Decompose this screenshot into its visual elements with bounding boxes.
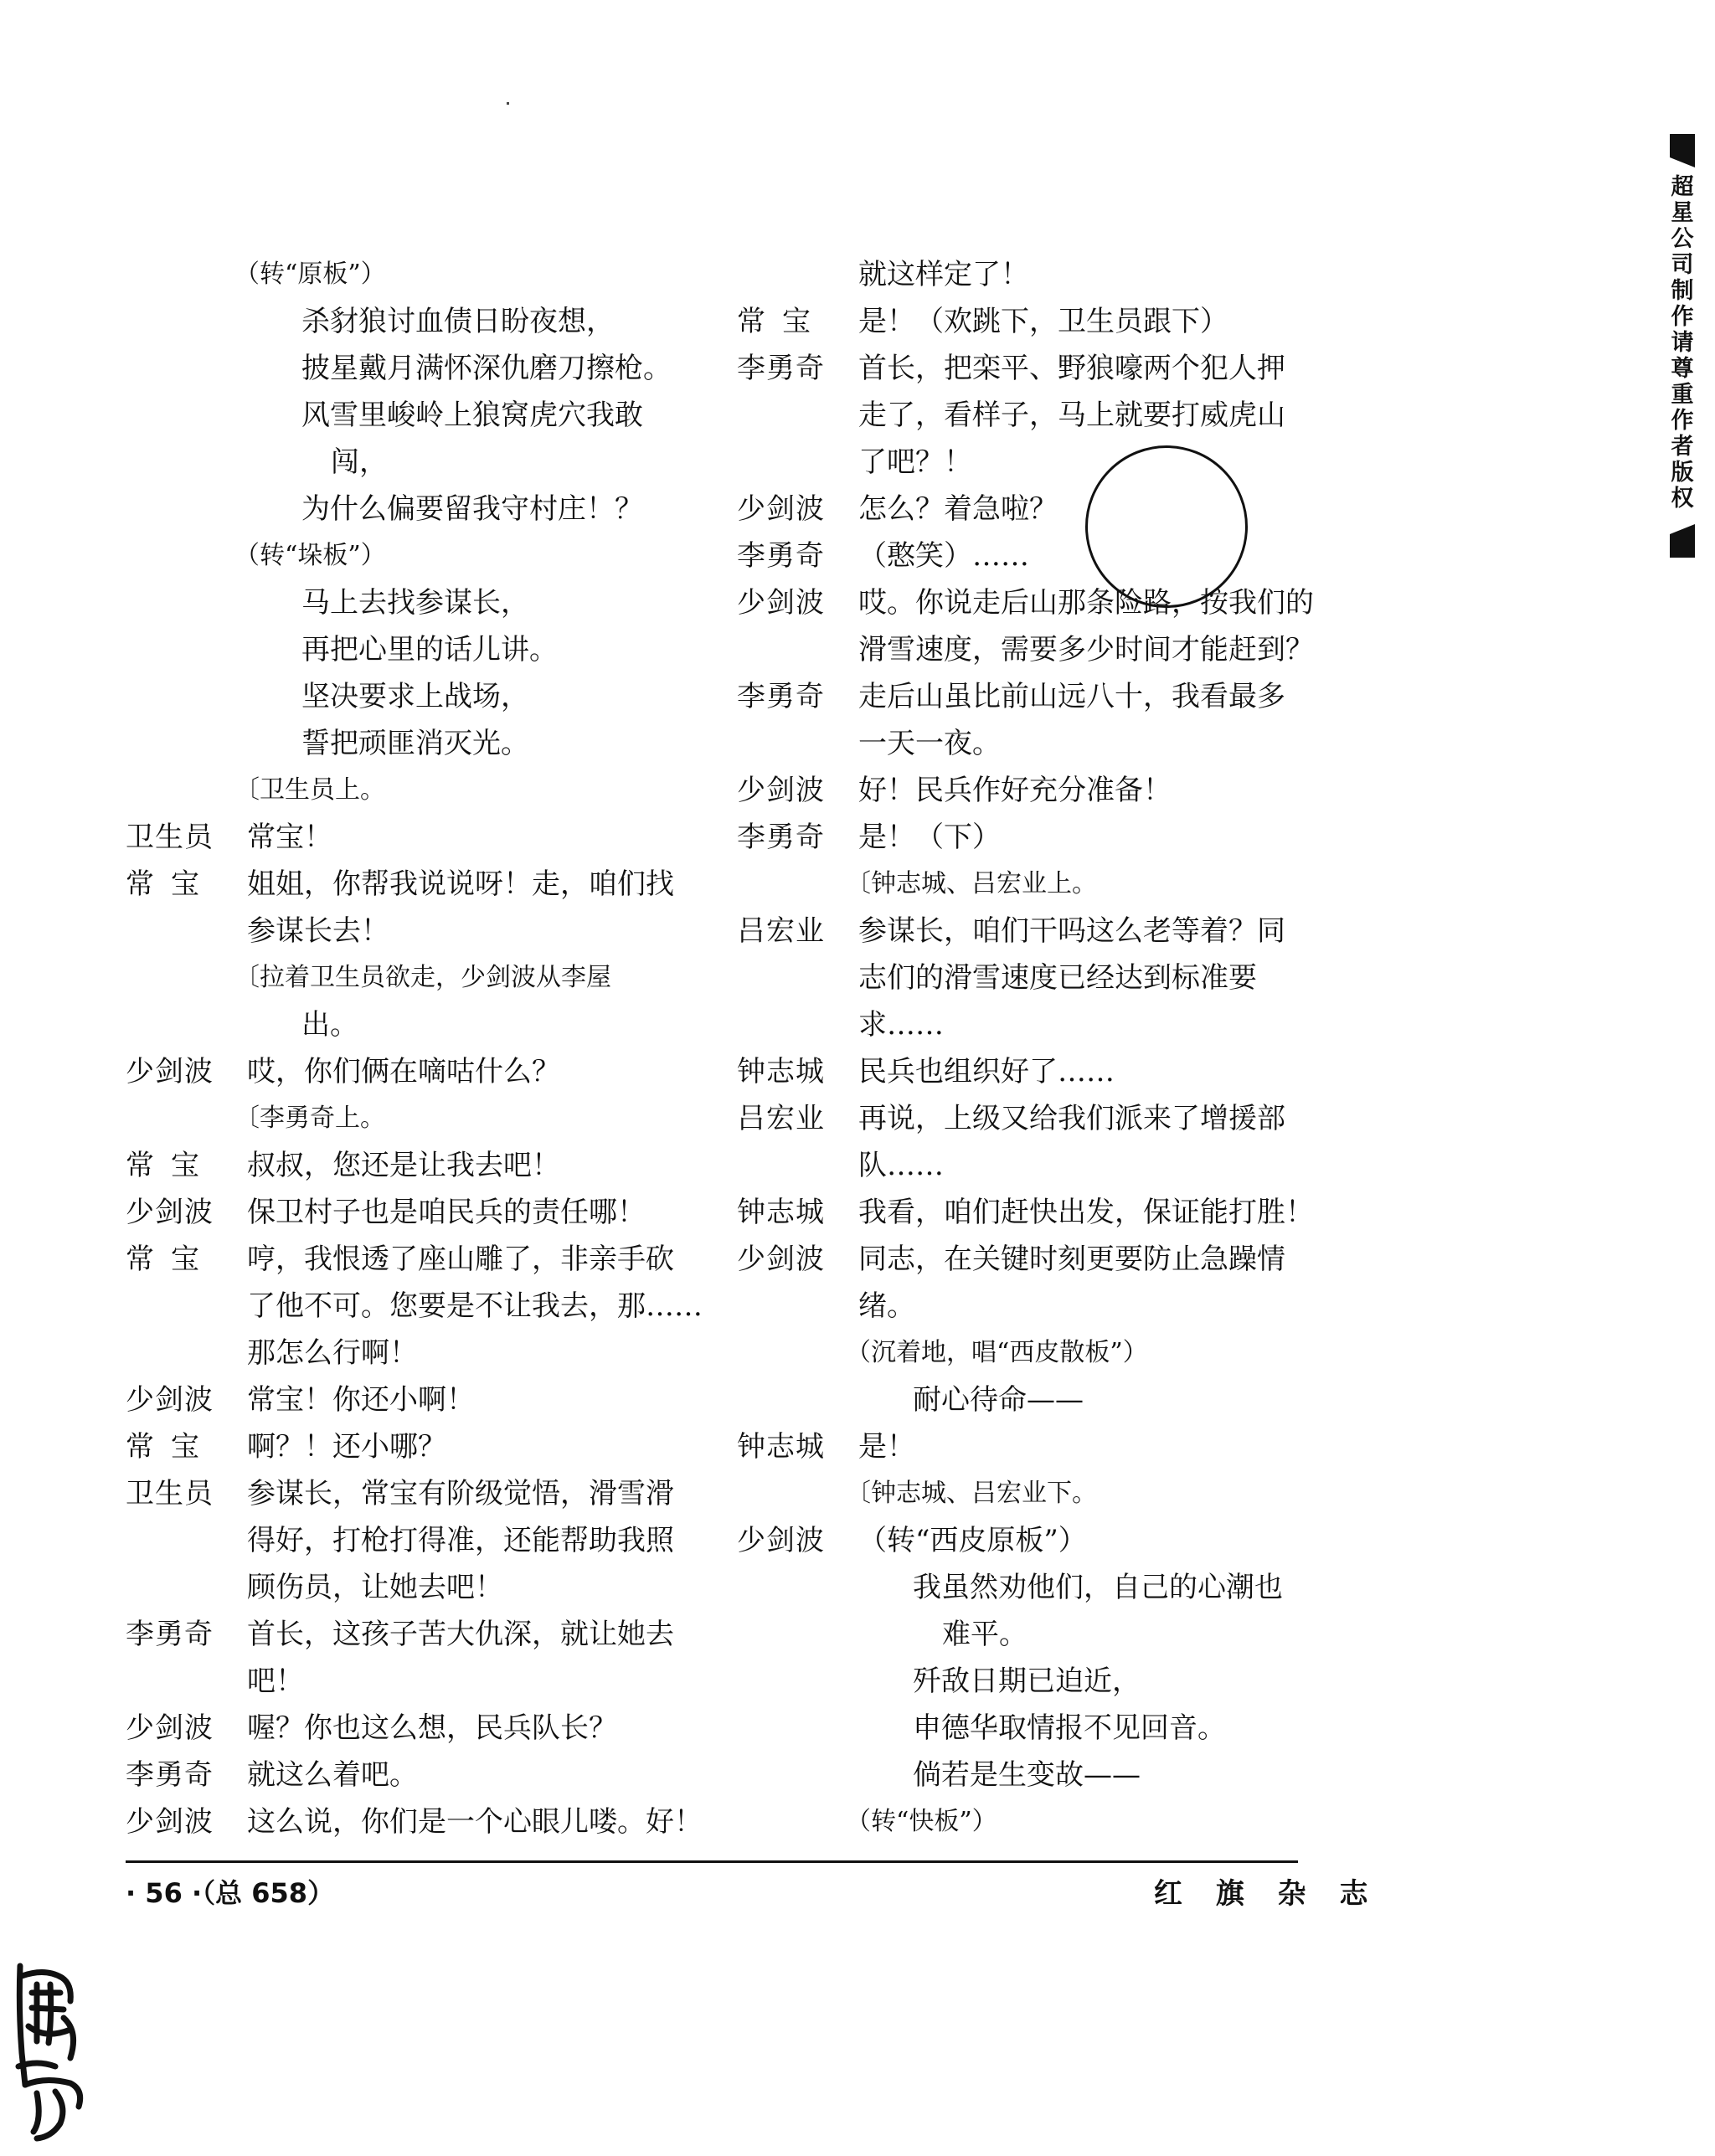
line-text: 我虽然劝他们，自己的心潮也 — [913, 1571, 1283, 1604]
line-text: 歼敌日期已迫近， — [913, 1665, 1141, 1698]
line-text: 吧！ — [247, 1665, 304, 1698]
script-line — [126, 673, 645, 720]
speaker-name: 少剑波 — [737, 492, 825, 526]
script-line — [126, 579, 645, 626]
stray-ink-dot — [507, 102, 509, 105]
script-line — [126, 626, 645, 673]
script-line — [737, 1658, 1256, 1705]
script-line — [126, 1798, 703, 1845]
watermark-bar-bottom — [1670, 524, 1695, 558]
script-line — [126, 908, 645, 955]
stage-direction: （转“原板”） — [234, 260, 386, 289]
line-text: 是！（下） — [858, 821, 1001, 854]
line-text: 同志，在关键时刻更要防止急躁情 — [858, 1243, 1285, 1276]
script-line — [737, 908, 1285, 955]
script-line — [126, 1189, 645, 1236]
script-line — [737, 814, 1256, 861]
stage-direction: 〔卫生员上。 — [234, 775, 385, 805]
line-text: 好！民兵作好充分准备！ — [858, 774, 1172, 807]
line-text: 走后山虽比前山远八十，我看最多 — [858, 680, 1285, 713]
speaker-name: 钟志城 — [737, 1196, 825, 1229]
script-line — [126, 814, 645, 861]
circle-annotation — [1085, 445, 1248, 608]
script-line — [126, 1142, 645, 1189]
line-text: 常宝！ — [247, 821, 332, 854]
script-line — [737, 1423, 1256, 1470]
line-text: 这么说，你们是一个心眼儿喽。好！ — [247, 1805, 703, 1839]
line-text: 誓把顽匪消灭光。 — [301, 727, 529, 760]
speaker-name: 钟志城 — [737, 1055, 825, 1088]
script-line — [737, 1517, 1256, 1564]
line-text: 参谋长去！ — [247, 914, 389, 948]
script-line — [737, 1142, 1256, 1189]
script-line — [737, 626, 1314, 673]
line-text: 申德华取情报不见回音。 — [913, 1711, 1226, 1745]
line-text: 哎，你们俩在嘀咕什么？ — [247, 1055, 560, 1088]
line-text: 出。 — [301, 1008, 358, 1042]
script-line — [126, 1564, 645, 1611]
speaker-name: 少剑波 — [126, 1383, 214, 1417]
script-line — [126, 1705, 645, 1752]
line-text: 喔？你也这么想，民兵队长？ — [247, 1711, 617, 1745]
script-line — [737, 1236, 1285, 1283]
script-line — [126, 1517, 674, 1564]
line-text: 我看，咱们赶快出发，保证能打胜！ — [858, 1196, 1314, 1229]
speaker-name: 李勇奇 — [737, 352, 825, 385]
script-line — [737, 1283, 1256, 1330]
line-text: 民兵也组织好了…… — [858, 1055, 1115, 1088]
speaker-name: 李勇奇 — [737, 821, 825, 854]
script-line — [126, 1001, 645, 1048]
speaker-name: 常宝 — [737, 305, 827, 338]
journal-name: 红 旗 杂 志 — [1154, 1877, 1380, 1911]
line-text: 参谋长，常宝有阶级觉悟，滑雪滑 — [247, 1477, 674, 1510]
script-line — [126, 1658, 645, 1705]
speaker-name: 常宝 — [126, 1430, 216, 1464]
line-text: 是！ — [858, 1430, 915, 1464]
script-line — [737, 1564, 1283, 1611]
line-text: 怎么？着急啦？ — [858, 492, 1058, 526]
speaker-name: 少剑波 — [126, 1055, 214, 1088]
stage-direction: 〔拉着卫生员欲走，少剑波从李屋 — [234, 963, 611, 992]
line-text: 首长，这孩子苦大仇深，就让她去 — [247, 1618, 674, 1651]
watermark-bar-top — [1670, 134, 1695, 167]
speaker-name: 卫生员 — [126, 1477, 214, 1510]
script-line — [126, 861, 674, 908]
line-text: 马上去找参谋长， — [301, 586, 529, 620]
speaker-name: 李勇奇 — [126, 1758, 214, 1792]
line-text: 参谋长，咱们干吗这么老等着？同 — [858, 914, 1285, 948]
script-line — [737, 1330, 1256, 1376]
line-text: 坚决要求上战场， — [301, 680, 529, 713]
script-line — [126, 392, 645, 439]
speaker-name: 钟志城 — [737, 1430, 825, 1464]
speaker-name: 卫生员 — [126, 821, 214, 854]
script-line — [126, 1470, 674, 1517]
script-line — [737, 767, 1256, 814]
script-line — [737, 1001, 1256, 1048]
script-line — [126, 1095, 645, 1142]
line-text: （憨笑）…… — [858, 539, 1029, 573]
line-text: 顾伤员，让她去吧！ — [247, 1571, 503, 1604]
line-text: 滑雪速度，需要多少时间才能赶到？ — [858, 633, 1314, 666]
script-line — [126, 439, 645, 486]
line-text: 就这样定了！ — [858, 258, 1029, 291]
line-text: 了他不可。您要是不让我去，那…… — [247, 1289, 703, 1323]
script-line — [737, 720, 1256, 767]
line-text: 哎。你说走后山那条险路，按我们的 — [858, 586, 1314, 620]
line-text: 风雪里峻岭上狼窝虎穴我敢 — [301, 399, 643, 432]
line-text: 啊？！还小哪？ — [247, 1430, 446, 1464]
speaker-name: 少剑波 — [126, 1196, 214, 1229]
speaker-name: 少剑波 — [126, 1805, 214, 1839]
line-text: 了吧？！ — [858, 445, 972, 479]
line-text: 那怎么行啊！ — [247, 1336, 418, 1370]
script-line — [126, 1330, 645, 1376]
script-line — [737, 1798, 1256, 1845]
line-text: 常宝！你还小啊！ — [247, 1383, 475, 1417]
line-text: 保卫村子也是咱民兵的责任哪！ — [247, 1196, 646, 1229]
stage-direction: （沉着地，唱“西皮散板”） — [846, 1338, 1148, 1367]
speaker-name: 常宝 — [126, 867, 216, 901]
footer-rule — [126, 1860, 1298, 1863]
line-text: 是！（欢跳下，卫生员跟下） — [858, 305, 1228, 338]
line-text: 一天一夜。 — [858, 727, 1001, 760]
script-line — [737, 298, 1256, 345]
speaker-name: 吕宏业 — [737, 914, 825, 948]
speaker-name: 少剑波 — [737, 774, 825, 807]
script-line — [737, 1189, 1314, 1236]
script-line — [737, 673, 1285, 720]
line-text: （转“西皮原板”） — [858, 1524, 1087, 1557]
stage-direction: 〔钟志城、吕宏业上。 — [846, 869, 1097, 898]
speaker-name: 常宝 — [126, 1149, 216, 1182]
script-line — [126, 720, 645, 767]
stage-direction: （转“垛板”） — [234, 541, 386, 570]
stage-direction: 〔钟志城、吕宏业下。 — [846, 1479, 1097, 1508]
script-line — [737, 1048, 1256, 1095]
line-text: 为什么偏要留我守村庄！？ — [301, 492, 643, 526]
script-line — [126, 767, 645, 814]
library-seal-stamp — [12, 1959, 92, 2143]
speaker-name: 少剑波 — [737, 1524, 825, 1557]
line-text: 走了，看样子，马上就要打威虎山 — [858, 399, 1285, 432]
script-line — [737, 1095, 1285, 1142]
line-text: 闯， — [331, 445, 388, 479]
speaker-name: 少剑波 — [126, 1711, 214, 1745]
line-text: 杀豺狼讨血债日盼夜想， — [301, 305, 615, 338]
line-text: 姐姐，你帮我说说呀！走，咱们找 — [247, 867, 674, 901]
script-line — [737, 392, 1285, 439]
script-line — [737, 1705, 1256, 1752]
script-line — [126, 298, 645, 345]
script-line — [126, 486, 645, 533]
script-line — [737, 251, 1256, 298]
script-line — [737, 955, 1256, 1001]
line-text: 求…… — [858, 1008, 944, 1042]
script-line — [126, 1048, 645, 1095]
script-line — [126, 1611, 674, 1658]
line-text: 耐心待命—— — [913, 1383, 1084, 1417]
page-number: · 56 ·（总 658） — [126, 1877, 335, 1909]
script-line — [126, 1236, 674, 1283]
stage-direction: （转“快板”） — [846, 1807, 997, 1836]
speaker-name: 吕宏业 — [737, 1102, 825, 1135]
script-line — [126, 1423, 645, 1470]
script-line — [126, 251, 645, 298]
line-text: 哼，我恨透了座山雕了，非亲手砍 — [247, 1243, 674, 1276]
speaker-name: 少剑波 — [737, 1243, 825, 1276]
script-line — [126, 345, 672, 392]
script-line — [737, 1470, 1256, 1517]
line-text: 绪。 — [858, 1289, 915, 1323]
line-text: 披星戴月满怀深仇磨刀擦枪。 — [301, 352, 672, 385]
script-line — [737, 345, 1285, 392]
speaker-name: 少剑波 — [737, 586, 825, 620]
script-line — [737, 1611, 1256, 1658]
left-column — [126, 251, 703, 1845]
speaker-name: 李勇奇 — [737, 680, 825, 713]
line-text: 叔叔，您还是让我去吧！ — [247, 1149, 560, 1182]
script-line — [126, 1752, 645, 1798]
speaker-name: 常宝 — [126, 1243, 216, 1276]
script-line — [737, 861, 1256, 908]
script-line — [126, 1283, 703, 1330]
line-text: 志们的滑雪速度已经达到标准要 — [858, 961, 1257, 995]
script-line — [126, 955, 645, 1001]
line-text: 得好，打枪打得准，还能帮助我照 — [247, 1524, 674, 1557]
script-line — [126, 1376, 645, 1423]
speaker-name: 李勇奇 — [126, 1618, 214, 1651]
side-watermark: 超 星 公 司 制 作 请 尊 重 作 者 版 权 — [1671, 174, 1694, 512]
script-line — [737, 1376, 1256, 1423]
line-text: 再把心里的话儿讲。 — [301, 633, 558, 666]
line-text: 倘若是生变故—— — [913, 1758, 1141, 1792]
line-text: 队…… — [858, 1149, 944, 1182]
stage-direction: 〔李勇奇上。 — [234, 1104, 385, 1133]
script-line — [126, 533, 645, 579]
line-text: 难平。 — [942, 1618, 1027, 1651]
line-text: 就这么着吧。 — [247, 1758, 418, 1792]
script-line — [737, 1752, 1256, 1798]
speaker-name: 李勇奇 — [737, 539, 825, 573]
line-text: 再说，上级又给我们派来了增援部 — [858, 1102, 1285, 1135]
line-text: 首长，把栾平、野狼嚎两个犯人押 — [858, 352, 1285, 385]
